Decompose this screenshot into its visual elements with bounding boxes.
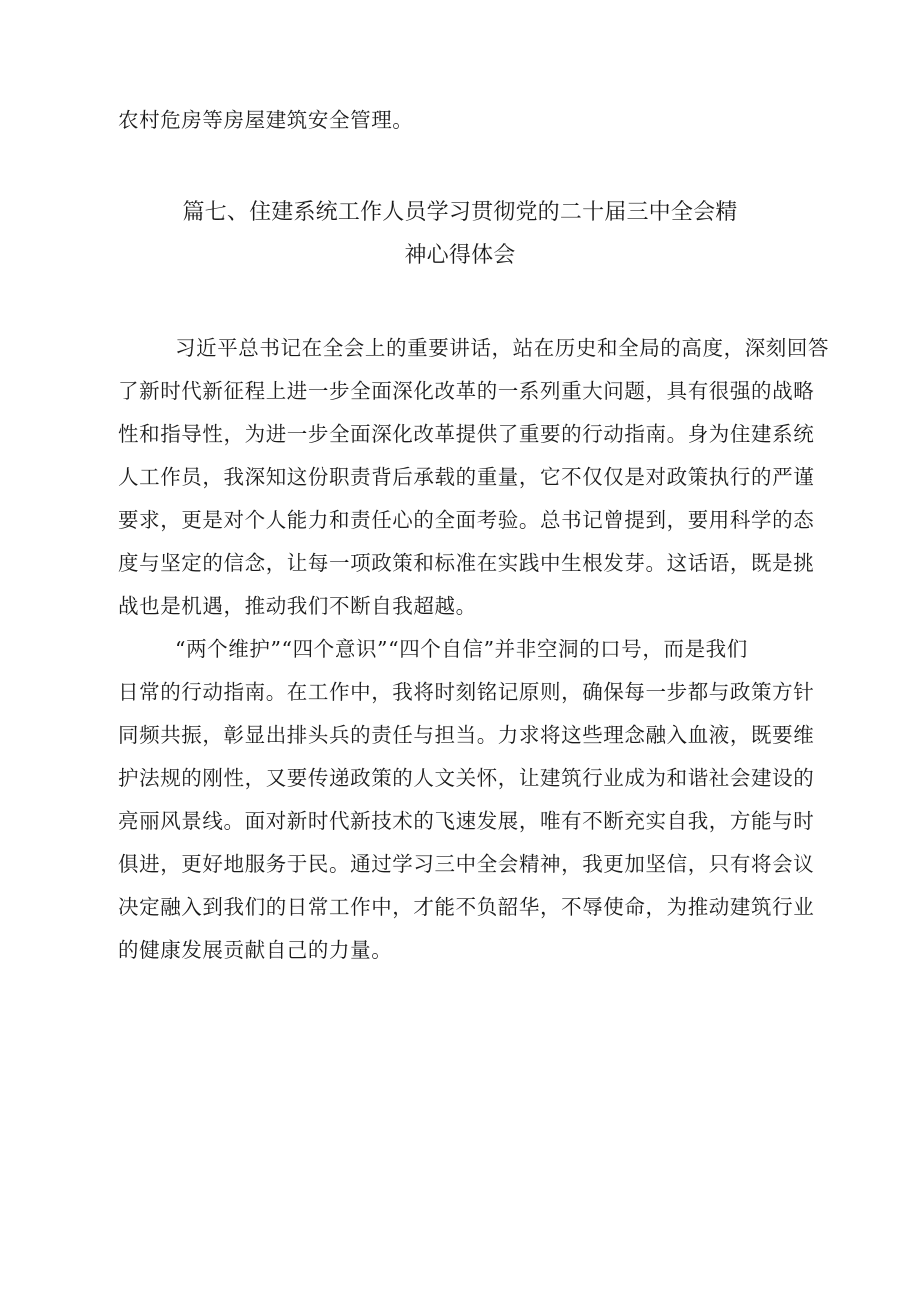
paragraph-line: 的健康发展贡献自己的力量。: [118, 938, 393, 962]
paragraph-line: 人工作员，我深知这份职责背后承载的重量，它不仅仅是对政策执行的严谨: [118, 465, 815, 489]
paragraph-line: 日常的行动指南。在工作中，我将时刻铭记原则，确保每一步都与政策方针: [118, 680, 815, 704]
paragraph-line: 亮丽风景线。面对新时代新技术的飞速发展，唯有不断充实自我，方能与时: [118, 809, 815, 833]
paragraph-line: 要求，更是对个人能力和责任心的全面考验。总书记曾提到，要用科学的态: [118, 508, 815, 532]
paragraph-line: 同频共振，彰显出排头兵的责任与担当。力求将这些理念融入血液，既要维: [118, 723, 815, 747]
paragraph-line: 决定融入到我们的日常工作中，才能不负韶华，不辱使命，为推动建筑行业: [118, 895, 815, 919]
paragraph-line: 度与坚定的信念，让每一项政策和标准在实践中生根发芽。这话语，既是挑: [118, 551, 815, 575]
document-title-line-1: 篇七、住建系统工作人员学习贯彻党的二十届三中全会精: [182, 200, 738, 225]
paragraph-line: 俱进，更好地服务于民。通过学习三中全会精神，我更加坚信，只有将会议: [118, 852, 815, 876]
paragraph-line: 护法规的刚性，又要传递政策的人文关怀，让建筑行业成为和谐社会建设的: [118, 766, 815, 790]
paragraph-line: 战也是机遇，推动我们不断自我超越。: [118, 594, 477, 618]
paragraph-line: 习近平总书记在全会上的重要讲话，站在历史和全局的高度，深刻回答: [175, 336, 830, 360]
paragraph-line: “两个维护”“四个意识”“四个自信”并非空洞的口号，而是我们: [175, 637, 748, 661]
carryover-text-line: 农村危房等房屋建筑安全管理。: [118, 108, 414, 132]
paragraph-line: 性和指导性，为进一步全面深化改革提供了重要的行动指南。身为住建系统: [118, 422, 815, 446]
paragraph-line: 了新时代新征程上进一步全面深化改革的一系列重大问题，具有很强的战略: [118, 379, 815, 403]
document-title-line-2: 神心得体会: [404, 243, 516, 268]
